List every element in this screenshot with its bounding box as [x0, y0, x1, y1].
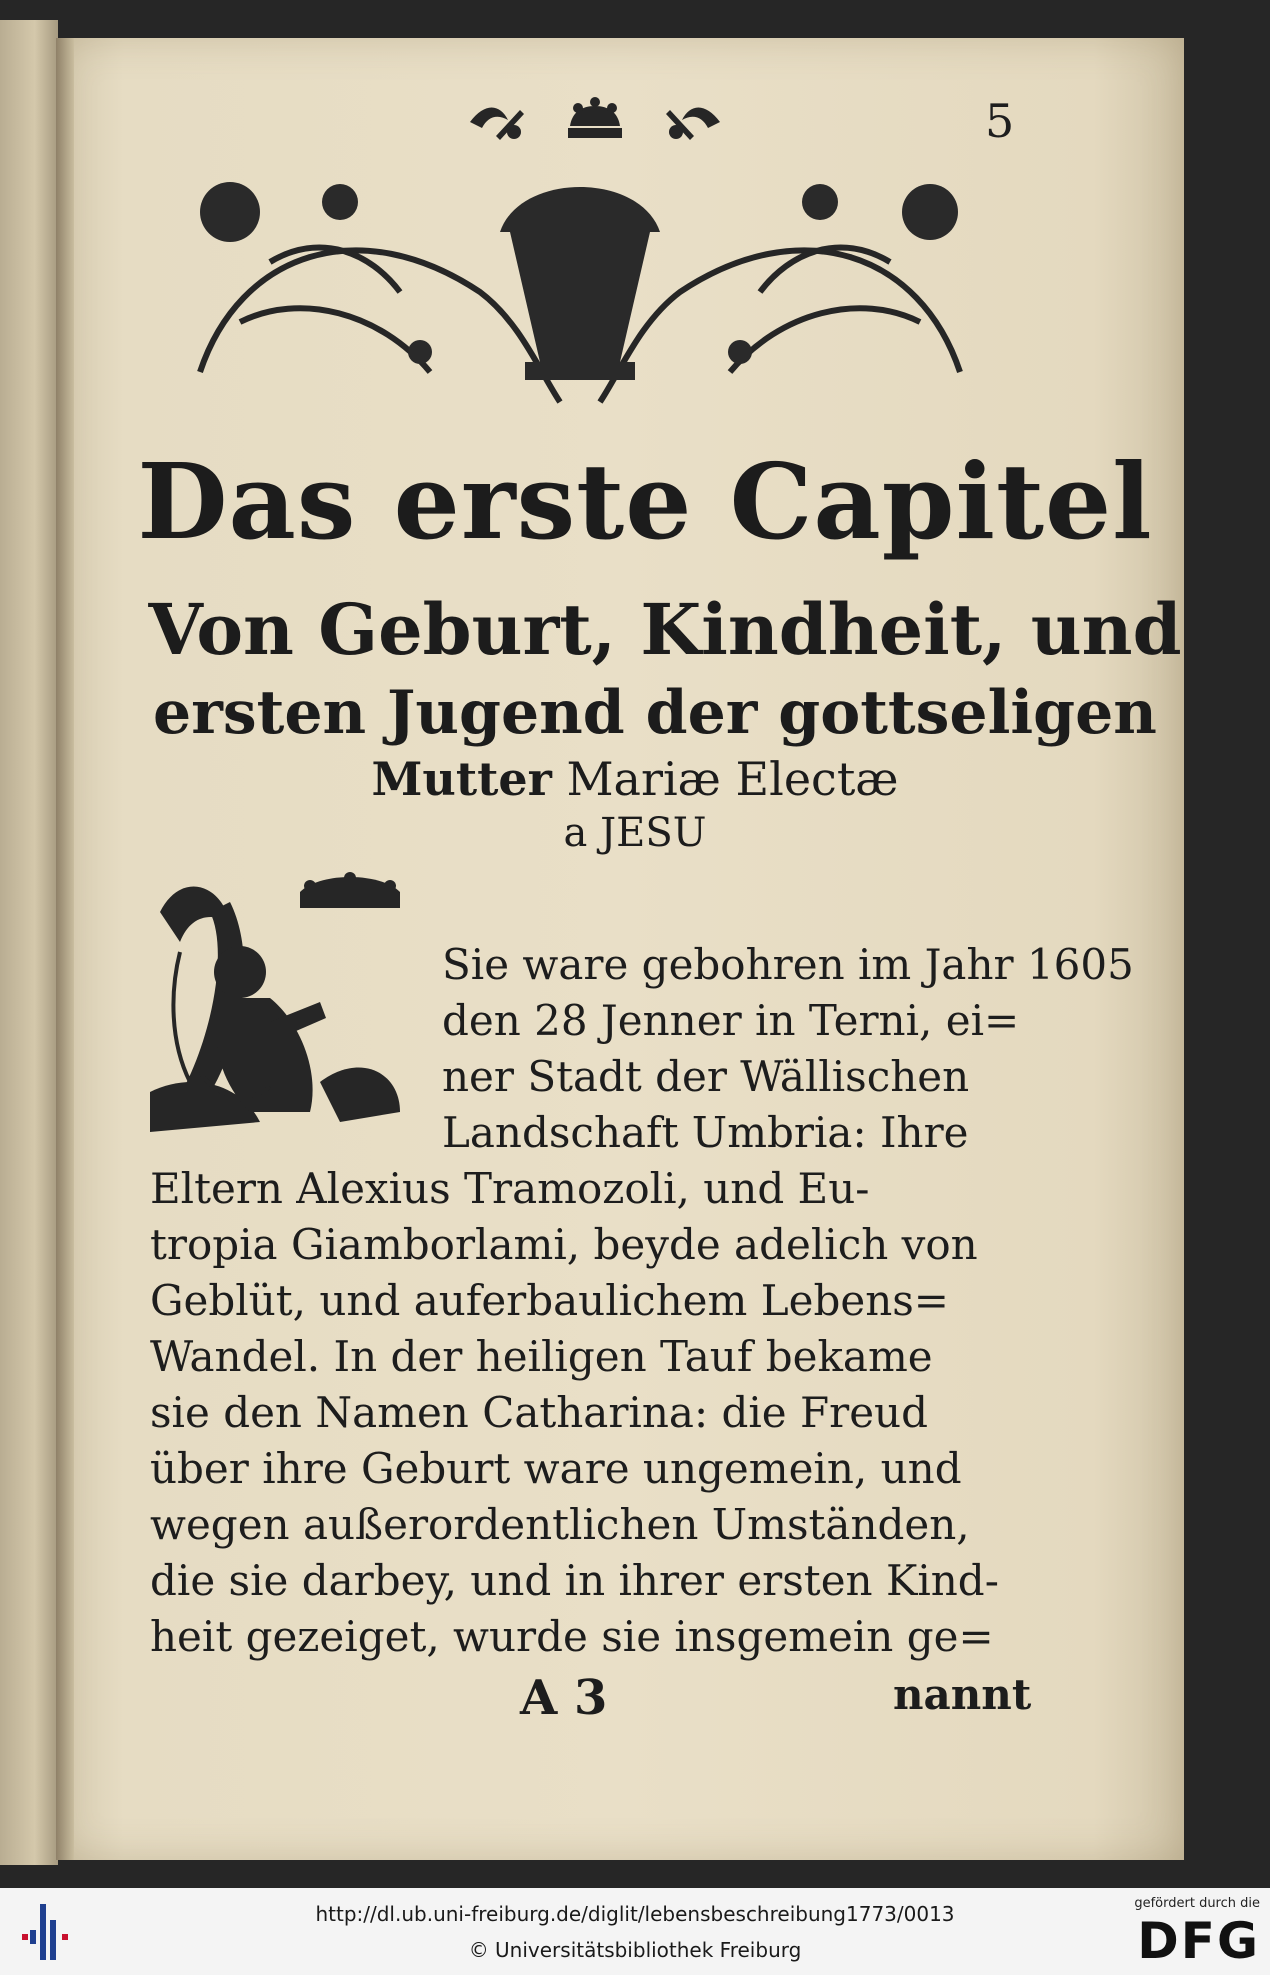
body-line-6: tropia Giamborlami, beyde adelich von	[150, 1220, 978, 1269]
body-line-8: Wandel. In der heiligen Tauf bekame	[150, 1332, 933, 1381]
subtitle-fraktur-word-a: a	[563, 810, 588, 856]
page-gutter	[56, 38, 74, 1860]
footer-url-link[interactable]: http://dl.ub.uni-freiburg.de/diglit/lebensbeschreibung1773/0013	[315, 1902, 955, 1926]
footer-copyright: © Universitätsbibliothek Freiburg	[468, 1938, 802, 1962]
subtitle-latin-jesu: JESU	[600, 810, 707, 856]
body-line-2: den 28 Jenner in Terni, ei=	[442, 996, 1020, 1045]
body-line-7: Geblüt, und auferbaulichem Lebens=	[150, 1276, 949, 1325]
catchword: nannt	[893, 1670, 1032, 1719]
chapter-subtitle-line-3	[0, 752, 1270, 806]
body-line-4: Landschaft Umbria: Ihre	[442, 1108, 969, 1157]
signature-mark: A 3	[520, 1670, 608, 1726]
chapter-subtitle-line-1: Von Geburt, Kindheit, und	[148, 588, 1182, 671]
body-line-1: Sie ware gebohren im Jahr 1605	[442, 940, 1134, 989]
fleuron-ornament	[460, 92, 730, 152]
body-line-9: sie den Namen Catharina: die Freud	[150, 1388, 928, 1437]
body-line-3: ner Stadt der Wällischen	[442, 1052, 970, 1101]
decorated-initial-s-woodcut	[150, 872, 435, 1140]
dfg-logo	[1090, 1896, 1260, 1970]
chapter-subtitle-line-2: ersten Jugend der gottseligen	[153, 678, 1157, 748]
body-line-5: Eltern Alexius Tramozoli, und Eu-	[150, 1164, 870, 1213]
page-number: 5	[985, 94, 1015, 148]
body-line-12: die sie darbey, und in ihrer ersten Kind-	[150, 1556, 999, 1605]
headpiece-woodcut-ornament	[180, 172, 980, 422]
subtitle-fraktur-word: Mutter	[371, 752, 552, 806]
chapter-subtitle-line-4	[0, 810, 1270, 856]
body-line-10: über ihre Geburt ware ungemein, und	[150, 1444, 962, 1493]
footer-bar	[0, 1888, 1270, 1975]
body-line-13: heit gezeiget, wurde sie insgemein ge=	[150, 1612, 994, 1661]
subtitle-latin-name: Mariæ Electæ	[566, 752, 899, 806]
dfg-funded-by-label: gefördert durch die	[1134, 1896, 1260, 1911]
dfg-logo-text: DFG	[1137, 1912, 1260, 1970]
left-page-edge	[0, 20, 58, 1865]
body-line-11: wegen außerordentlichen Umständen,	[150, 1500, 970, 1549]
chapter-title: Das erste Capitel	[137, 440, 1153, 563]
